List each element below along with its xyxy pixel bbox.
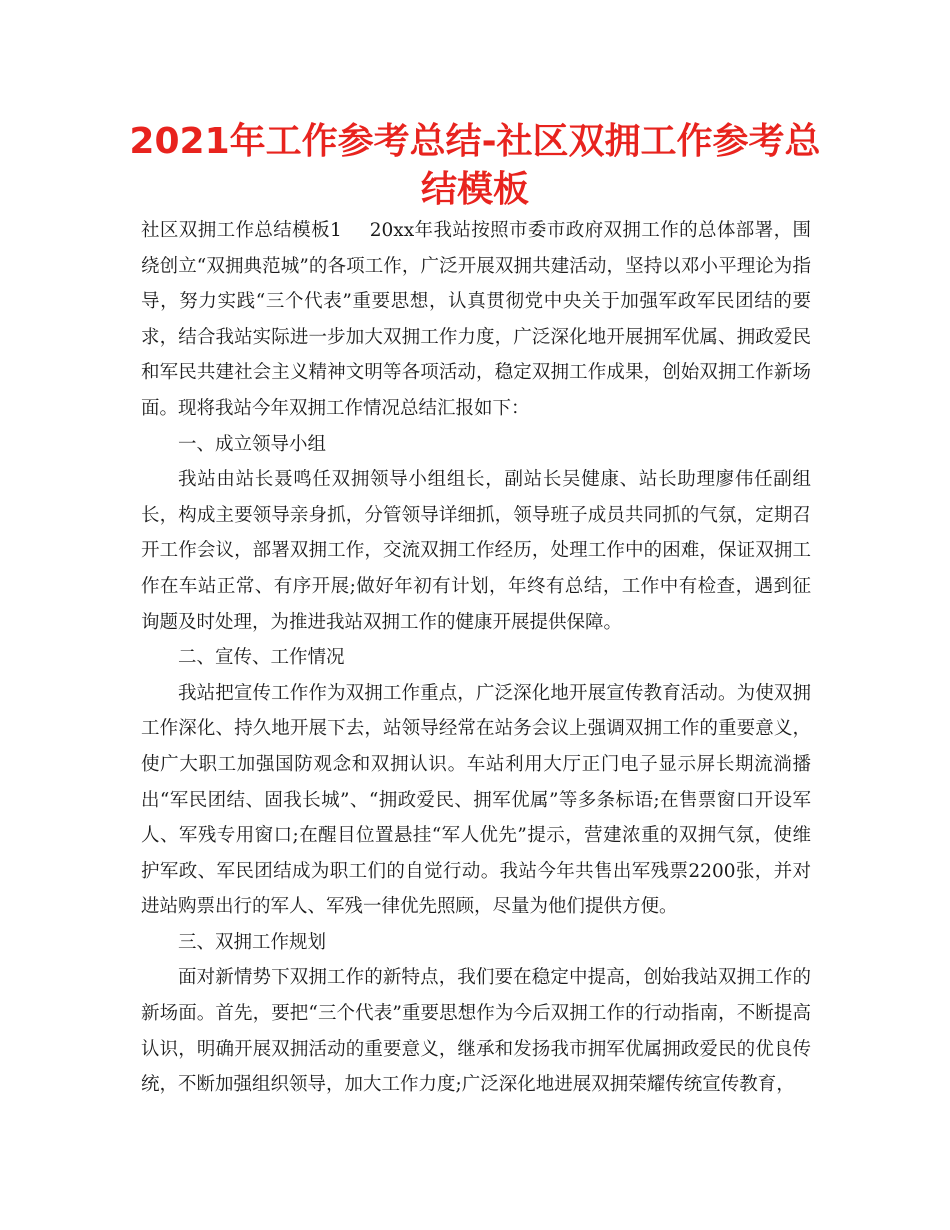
section-heading-3: 三、双拥工作规划 bbox=[178, 931, 327, 953]
section-text-1: 我站由站长聂鸣任双拥领导小组组长，副站长吴健康、站长助理廖伟任副组长，构成主要领导亲身抓，分管领导详细抓，领导班子成员共同抓的气氛，定期召开工作会议，部署双拥工作，交流双拥工作经历，处理工作中的困难，保证双拥工作在车站正常、有序开展;做好年初有计划，年终有总结，工作中有检查，遇到征询题及时处理，为推进我站双拥工作的健康开展提供保障。 bbox=[141, 469, 811, 633]
section-text-2: 我站把宣传工作作为双拥工作重点，广泛深化地开展宣传教育活动。为使双拥工作深化、持久地开展下去，站领导经常在站务会议上强调双拥工作的重要意义，使广大职工加强国防观念和双拥认识。车站利用大厅正门电子显示屏长期流淌播出“军民团结、固我长城”、“拥政爱民、拥军优属”等多条标语;在售票窗口开设军人、军残专用窗口;在醒目位置悬挂“军人优先”提示，营建浓重的双拥气氛，使维护军政、军民团结成为职工们的自觉行动。我站今年共售出军残票2200张，并对进站购票出行的军人、军残一律优先照顾，尽量为他们提供方便。 bbox=[141, 682, 811, 918]
section-heading-1: 一、成立领导小组 bbox=[178, 433, 327, 455]
template-label: 社区双拥工作总结模板1 bbox=[141, 220, 342, 241]
document-title: 2021年工作参考总结-社区双拥工作参考总结模板 bbox=[129, 121, 821, 210]
intro-paragraph bbox=[141, 213, 811, 427]
intro-text: 20xx年我站按照市委市政府双拥工作的总体部署，围绕创立“双拥典范城”的各项工作，广泛开展双拥共建活动，坚持以邓小平理论为指导，努力实践“三个代表”重要思想，认真贯彻党中央关于加强军政军民团结的要求，结合我站实际进一步加大双拥工作力度，广泛深化地开展拥军优属、拥政爱民和军民共建社会主义精神文明等各项活动，稳定双拥工作成果，创始双拥工作新场面。现将我站今年双拥工作情况总结汇报如下： bbox=[141, 220, 811, 419]
document-body bbox=[141, 213, 811, 1103]
section-text-3: 面对新情势下双拥工作的新特点，我们要在稳定中提高，创始我站双拥工作的新场面。首先，要把“三个代表”重要思想作为今后双拥工作的行动指南，不断提高认识，明确开展双拥活动的重要意义，继承和发扬我市拥军优属拥政爱民的优良传统，不断加强组织领导，加大工作力度;广泛深化地进展双拥荣耀传统宣传教育， bbox=[141, 967, 811, 1096]
section-heading-2: 二、宣传、工作情况 bbox=[178, 647, 345, 669]
